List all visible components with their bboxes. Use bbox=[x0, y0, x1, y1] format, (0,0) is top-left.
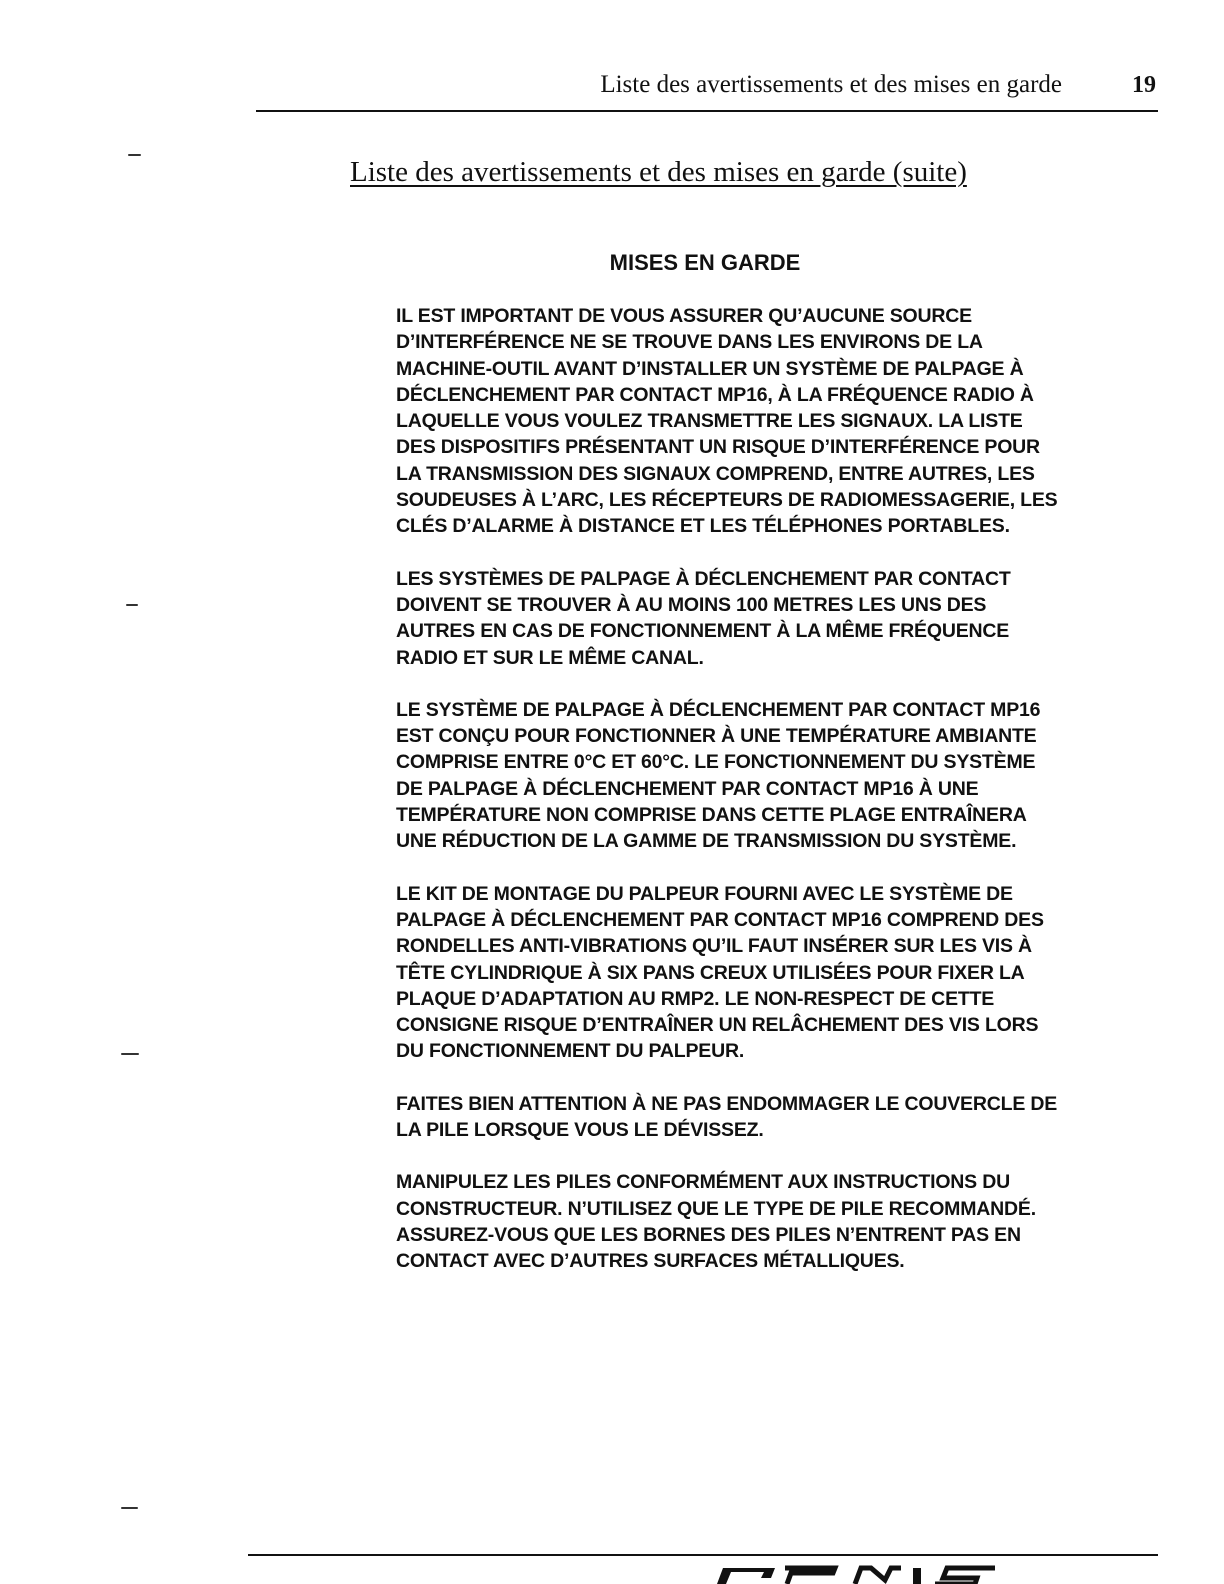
caution-line: D’INTERFÉRENCE NE SE TROUVE DANS LES ENVIRONS DE LA bbox=[396, 331, 983, 354]
caution-line: LA TRANSMISSION DES SIGNAUX COMPREND, ENTRE AUTRES, LES bbox=[396, 462, 1035, 485]
caution-line: AUTRES EN CAS DE FONCTIONNEMENT À LA MÊME FRÉQUENCE bbox=[396, 620, 1010, 643]
margin-mark bbox=[126, 604, 138, 606]
paragraph-gap bbox=[396, 1143, 1164, 1169]
caution-line: RONDELLES ANTI-VIBRATIONS QU’IL FAUT INSÉRER SUR LES VIS À bbox=[396, 935, 1032, 958]
page-number: 19 bbox=[1132, 72, 1156, 98]
footer-rule bbox=[248, 1554, 1158, 1556]
caution-line: CLÉS D’ALARME À DISTANCE ET LES TÉLÉPHONES PORTABLES. bbox=[396, 515, 1010, 538]
caution-line: LES SYSTÈMES DE PALPAGE À DÉCLENCHEMENT PAR CONTACT bbox=[396, 567, 1011, 590]
paragraph-gap bbox=[396, 671, 1164, 697]
caution-line: CONSTRUCTEUR. N’UTILISEZ QUE LE TYPE DE PILE RECOMMANDÉ. bbox=[396, 1197, 1036, 1220]
caution-line: SOUDEUSES À L’ARC, LES RÉCEPTEURS DE RADIOMESSAGERIE, LES bbox=[396, 489, 1058, 512]
margin-mark bbox=[121, 1507, 138, 1509]
caution-line: CONTACT AVEC D’AUTRES SURFACES MÉTALLIQUES. bbox=[396, 1250, 905, 1273]
section-heading: Liste des avertissements et des mises en garde (suite) bbox=[350, 156, 967, 188]
caution-line: DE PALPAGE À DÉCLENCHEMENT PAR CONTACT MP16 À UNE bbox=[396, 777, 979, 800]
caution-line: DU FONCTIONNEMENT DU PALPEUR. bbox=[396, 1040, 745, 1063]
caution-line: MANIPULEZ LES PILES CONFORMÉMENT AUX INSTRUCTIONS DU bbox=[396, 1171, 1010, 1194]
logo-fragment-icon bbox=[715, 1564, 1015, 1584]
running-header bbox=[256, 70, 1158, 112]
caution-line: UNE RÉDUCTION DE LA GAMME DE TRANSMISSION DU SYSTÈME. bbox=[396, 830, 1017, 853]
caution-line: PALPAGE À DÉCLENCHEMENT PAR CONTACT MP16 COMPREND DES bbox=[396, 908, 1044, 931]
paragraph-gap bbox=[396, 855, 1164, 881]
caution-paragraph bbox=[396, 566, 1164, 671]
caution-paragraph bbox=[396, 303, 1164, 540]
caution-paragraph bbox=[396, 697, 1164, 855]
margin-mark bbox=[121, 1053, 139, 1055]
caution-line: PLAQUE D’ADAPTATION AU RMP2. LE NON-RESPECT DE CETTE bbox=[396, 987, 995, 1010]
paragraph-gap bbox=[396, 1065, 1164, 1091]
caution-line: TEMPÉRATURE NON COMPRISE DANS CETTE PLAGE ENTRAÎNERA bbox=[396, 804, 1027, 827]
caution-paragraph bbox=[396, 1169, 1164, 1274]
cautions-list bbox=[396, 303, 1164, 1275]
renishaw-logo-icon bbox=[715, 1564, 1015, 1584]
caution-line: EST CONÇU POUR FONCTIONNER À UNE TEMPÉRATURE AMBIANTE bbox=[396, 725, 1037, 748]
caution-line: MACHINE-OUTIL AVANT D’INSTALLER UN SYSTÈME DE PALPAGE À bbox=[396, 357, 1024, 380]
margin-mark bbox=[128, 154, 141, 156]
caution-line: TÊTE CYLINDRIQUE À SIX PANS CREUX UTILISÉES POUR FIXER LA bbox=[396, 961, 1025, 984]
caution-line: DÉCLENCHEMENT PAR CONTACT MP16, À LA FRÉQUENCE RADIO À bbox=[396, 383, 1034, 406]
caution-line: RADIO ET SUR LE MÊME CANAL. bbox=[396, 646, 704, 669]
caution-line: DOIVENT SE TROUVER À AU MOINS 100 METRES LES UNS DES bbox=[396, 593, 987, 616]
caution-paragraph bbox=[396, 881, 1164, 1065]
caution-line: ASSUREZ-VOUS QUE LES BORNES DES PILES N’ENTRENT PAS EN bbox=[396, 1223, 1021, 1246]
caution-line: CONSIGNE RISQUE D’ENTRAÎNER UN RELÂCHEMENT DES VIS LORS bbox=[396, 1014, 1039, 1037]
caution-line: LA PILE LORSQUE VOUS LE DÉVISSEZ. bbox=[396, 1119, 764, 1142]
caution-line: IL EST IMPORTANT DE VOUS ASSURER QU’AUCUNE SOURCE bbox=[396, 305, 972, 327]
caution-paragraph bbox=[396, 1091, 1164, 1144]
caution-line: FAITES BIEN ATTENTION À NE PAS ENDOMMAGER LE COUVERCLE DE bbox=[396, 1092, 1058, 1115]
caution-line: DES DISPOSITIFS PRÉSENTANT UN RISQUE D’INTERFÉRENCE POUR bbox=[396, 436, 1040, 459]
running-title: Liste des avertissements et des mises en garde bbox=[600, 71, 1062, 98]
paragraph-gap bbox=[396, 540, 1164, 566]
cautions-heading: MISES EN GARDE bbox=[609, 250, 801, 275]
caution-line: LAQUELLE VOUS VOULEZ TRANSMETTRE LES SIGNAUX. LA LISTE bbox=[396, 410, 1023, 433]
caution-line: COMPRISE ENTRE 0°C ET 60°C. LE FONCTIONNEMENT DU SYSTÈME bbox=[396, 751, 1036, 774]
caution-line: LE SYSTÈME DE PALPAGE À DÉCLENCHEMENT PAR CONTACT MP16 bbox=[396, 698, 1041, 721]
caution-line: LE KIT DE MONTAGE DU PALPEUR FOURNI AVEC LE SYSTÈME DE bbox=[396, 882, 1013, 905]
